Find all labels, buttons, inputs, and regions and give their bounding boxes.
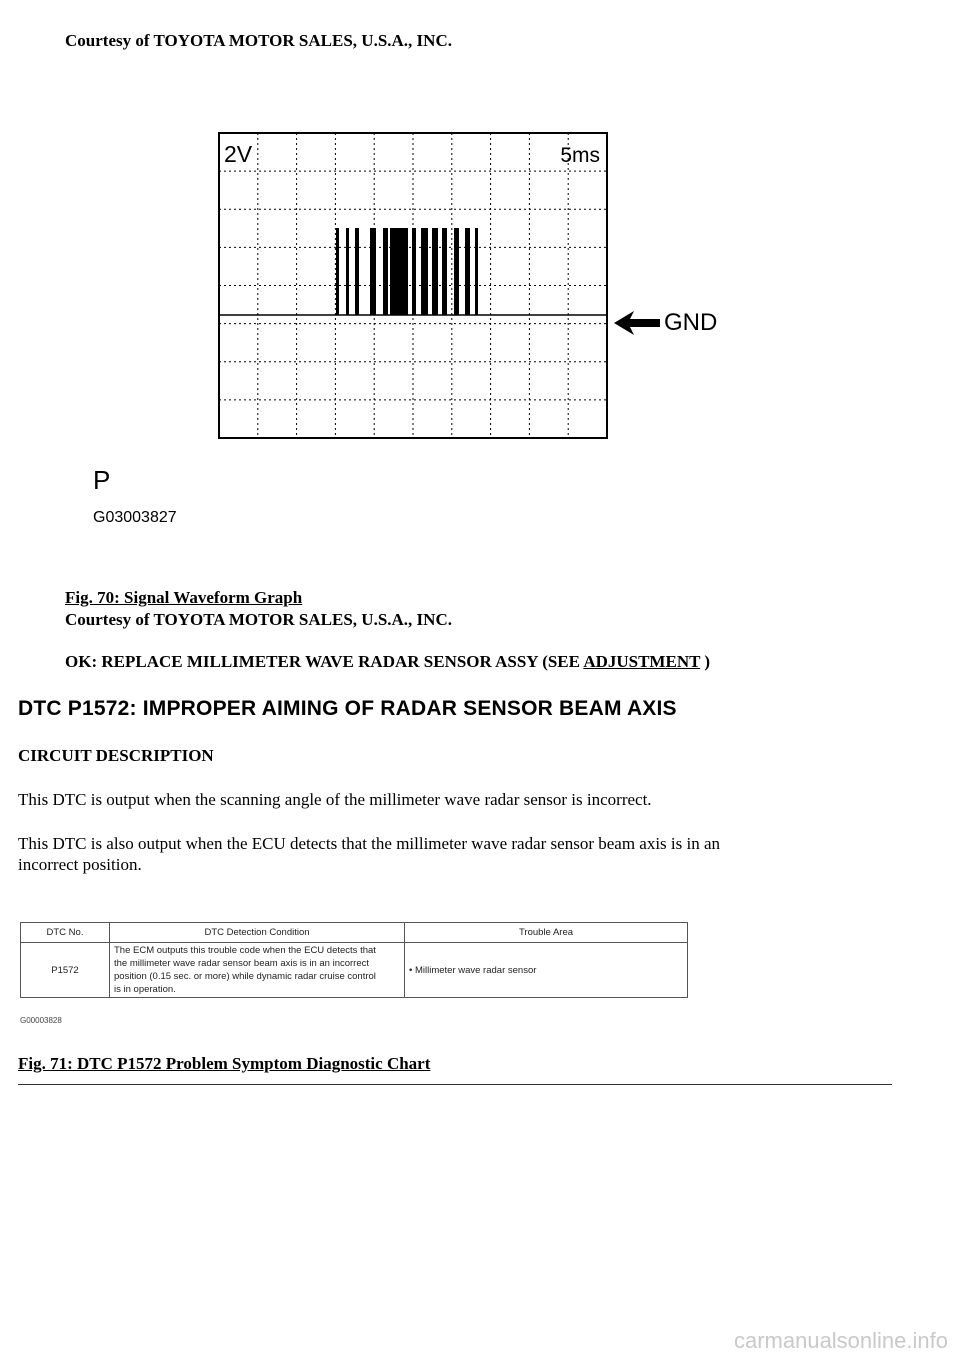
table-row [21, 943, 688, 998]
fig71-caption-link[interactable]: Fig. 71: DTC P1572 Problem Symptom Diagnostic Chart [18, 1054, 431, 1073]
courtesy-text: Courtesy of TOYOTA MOTOR SALES, U.S.A., INC. [65, 610, 452, 629]
gnd-label: GND [664, 309, 718, 336]
signal-pulse [421, 228, 428, 315]
signal-pulse [454, 228, 459, 315]
signal-pulse [432, 228, 438, 315]
signal-pulse [465, 228, 470, 315]
circuit-description-para2-line2: incorrect position. [18, 855, 142, 874]
cell-dtc-no: P1572 [21, 943, 110, 998]
dtc-table [20, 922, 688, 998]
divider [18, 1084, 892, 1085]
condition-line: position (0.15 sec. or more) while dynamic radar cruise control [114, 971, 376, 982]
circuit-description-para1: This DTC is output when the scanning angle of the millimeter wave radar sensor is incorrect. [18, 790, 652, 809]
probe-label: P [93, 465, 111, 495]
table-image-code: G00003828 [20, 1016, 62, 1025]
signal-pulse [370, 228, 376, 315]
cell-trouble-area: • Millimeter wave radar sensor [405, 943, 688, 998]
signal-pulse [355, 228, 359, 315]
condition-line: the millimeter wave radar sensor beam axis is in an incorrect [114, 958, 370, 969]
section-heading: DTC P1572: IMPROPER AIMING OF RADAR SENSOR BEAM AXIS [18, 697, 677, 720]
signal-pulse [383, 228, 388, 315]
condition-line: The ECM outputs this trouble code when the ECU detects that [114, 945, 376, 956]
header-detection-condition: DTC Detection Condition [110, 923, 405, 943]
courtesy-text-top: Courtesy of TOYOTA MOTOR SALES, U.S.A., INC. [65, 31, 452, 50]
signal-pulse [336, 228, 339, 315]
watermark: carmanualsonline.info [733, 1328, 948, 1353]
cell-detection-condition [110, 943, 405, 998]
signal-pulse [442, 228, 447, 315]
circuit-description-para2-line1: This DTC is also output when the ECU detects that the millimeter wave radar sensor beam axis is in an [18, 834, 721, 853]
signal-pulse [412, 228, 416, 315]
scope-time-label: 5ms [560, 144, 600, 167]
header-dtc-no: DTC No. [21, 923, 110, 943]
gnd-arrow-icon [612, 308, 662, 338]
scope-volt-label: 2V [224, 141, 253, 167]
signal-pulse [346, 228, 349, 315]
condition-line: is in operation. [114, 984, 176, 995]
signal-pulse [390, 228, 408, 315]
ok-replace-suffix: ) [700, 652, 711, 671]
signal-pulses [336, 228, 478, 315]
table-header-row [21, 923, 688, 943]
header-trouble-area: Trouble Area [405, 923, 688, 943]
ok-replace-text: OK: REPLACE MILLIMETER WAVE RADAR SENSOR ASSY (SEE [65, 652, 580, 671]
fig70-caption-link[interactable]: Fig. 70: Signal Waveform Graph [65, 588, 303, 607]
ok-replace-line [65, 652, 710, 672]
signal-pulse [475, 228, 478, 315]
oscilloscope-waveform-figure [218, 132, 608, 439]
circuit-description-title: CIRCUIT DESCRIPTION [18, 746, 214, 765]
figure-image-code: G03003827 [93, 509, 177, 526]
adjustment-link[interactable]: ADJUSTMENT [583, 652, 701, 671]
